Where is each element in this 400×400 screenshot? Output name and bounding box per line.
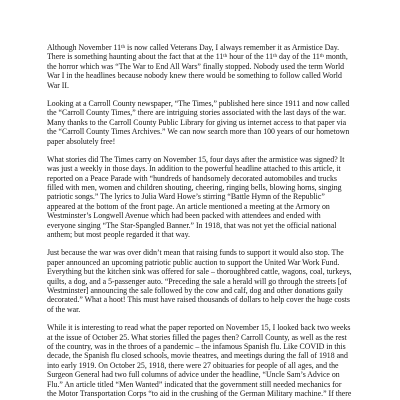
text-line: the Motor Transportation Corps “to aid in the crushing of the German Military machine.” If there (47, 388, 352, 398)
text-line: quilts, a dog, and a 5-passenger auto. “Preceding the sale a herald will go through the streets [of (47, 276, 347, 286)
text-line: the “Carroll County Times,” there are intriguing stories associated with the last days of the war. (47, 108, 346, 118)
text-line: decade, the Spanish flu closed schools, movie theatres, and meetings during the fall of 1918 and (47, 351, 348, 361)
text-line: anthem; but most people regarded it that way. (47, 230, 190, 240)
text-run: Although November 11 (47, 43, 122, 52)
text-line: Westminster’s Longwell Avenue which had been packed with attendees and ended with (47, 211, 321, 221)
text-line: War I in the headlines because nobody knew there would be something to follow called World (47, 71, 342, 81)
article-body (47, 43, 353, 398)
text-line: Many thanks to the Carroll County Public Library for giving us internet access to that paper via (47, 117, 347, 127)
text-run: hour of the 11 (227, 52, 274, 62)
text-line: of the war. (47, 304, 81, 314)
paragraph-armistice-day (47, 43, 353, 90)
text-line: everyone singing “The Star-Spangled Banner.” In 1918, that was not yet the official national (47, 220, 337, 230)
ordinal-suffix: th (273, 53, 278, 60)
text-line: reported on a Peace Parade with “hundreds of handsomely decorated automobiles and trucks (47, 173, 337, 183)
text-line (47, 43, 353, 52)
text-line: paper announced an upcoming patriotic public auction to support the United War Work Fund. (47, 257, 340, 267)
text-line: of the country, was in the throes of a pandemic – the infamous Spanish flu. Like COVID in this (47, 341, 346, 351)
text-line: Looking at a Carroll County newspaper, “The Times,” published here since 1911 and now called (47, 98, 350, 108)
text-line: into early 1919. On October 25, 1918, there were 27 obituaries for people of all ages, and the (47, 360, 339, 370)
text-run: month, (323, 52, 348, 62)
paragraph-war-fund-auction (47, 248, 353, 314)
text-run: is now called Veterans Day, I always remember it as Armistice Day. (125, 43, 340, 52)
text-line (47, 52, 353, 61)
ordinal-suffix: th (121, 43, 126, 50)
text-line: Surgeon General had two full columns of advice under the headline, “Uncle Sam’s Advice on (47, 370, 340, 380)
text-line: the “Carroll County Times Archives.” We can now search more than 100 years of our hometown (47, 127, 350, 137)
text-line: the horror which was “The War to End All Wars” finally stopped. Nobody used the term World (47, 61, 345, 71)
text-line: Flu.” An article titled “Men Wanted” indicated that the government still needed mechanics for (47, 379, 342, 389)
text-line: Westminster] announcing the sale followed by the cow and calf, dog and other donations gaily (47, 285, 343, 295)
text-line: While it is interesting to read what the paper reported on November 15, I looked back two weeks (47, 323, 351, 333)
paragraph-november-15-issue (47, 155, 353, 240)
text-run: There is something haunting about the fact that at the 11 (47, 52, 224, 62)
text-line: Just because the war was over didn’t mean that raising funds to support it would also stop. The (47, 248, 344, 258)
text-line: War II. (47, 80, 69, 90)
text-line: Everything but the kitchen sink was offered for sale – thoroughbred cattle, wagons, coal, turkeys, (47, 267, 352, 277)
text-line: at the issue of October 25. What stories filled the pages then? Carroll County, as well as the rest (47, 332, 347, 342)
ordinal-suffix: th (319, 53, 324, 60)
text-line: patriotic songs.” The lyrics to Julia Ward Howe’s stirring “Battle Hymn of the Republic” (47, 192, 325, 202)
text-line: decorated.” What a hoot! This must have raised thousands of dollars to help cover the huge costs (47, 295, 350, 305)
text-line: paper absolutely free! (47, 136, 116, 146)
text-line: was just a weekly in those days. In addition to the powerful headline attached to this article, it (47, 164, 341, 174)
paragraph-newspaper-archives (47, 99, 353, 146)
paragraph-spanish-flu (47, 323, 353, 398)
text-line: appeared at the bottom of the front page. An article mentioned a meeting at the Armory on (47, 201, 330, 211)
text-line: What stories did The Times carry on November 15, four days after the armistice was signed? It (47, 154, 345, 164)
ordinal-suffix: th (223, 53, 228, 60)
text-line: filled with men, women and children shouting, cheering, ringing bells, blowing horns, singing (47, 183, 342, 193)
text-run: day of the 11 (277, 52, 320, 62)
